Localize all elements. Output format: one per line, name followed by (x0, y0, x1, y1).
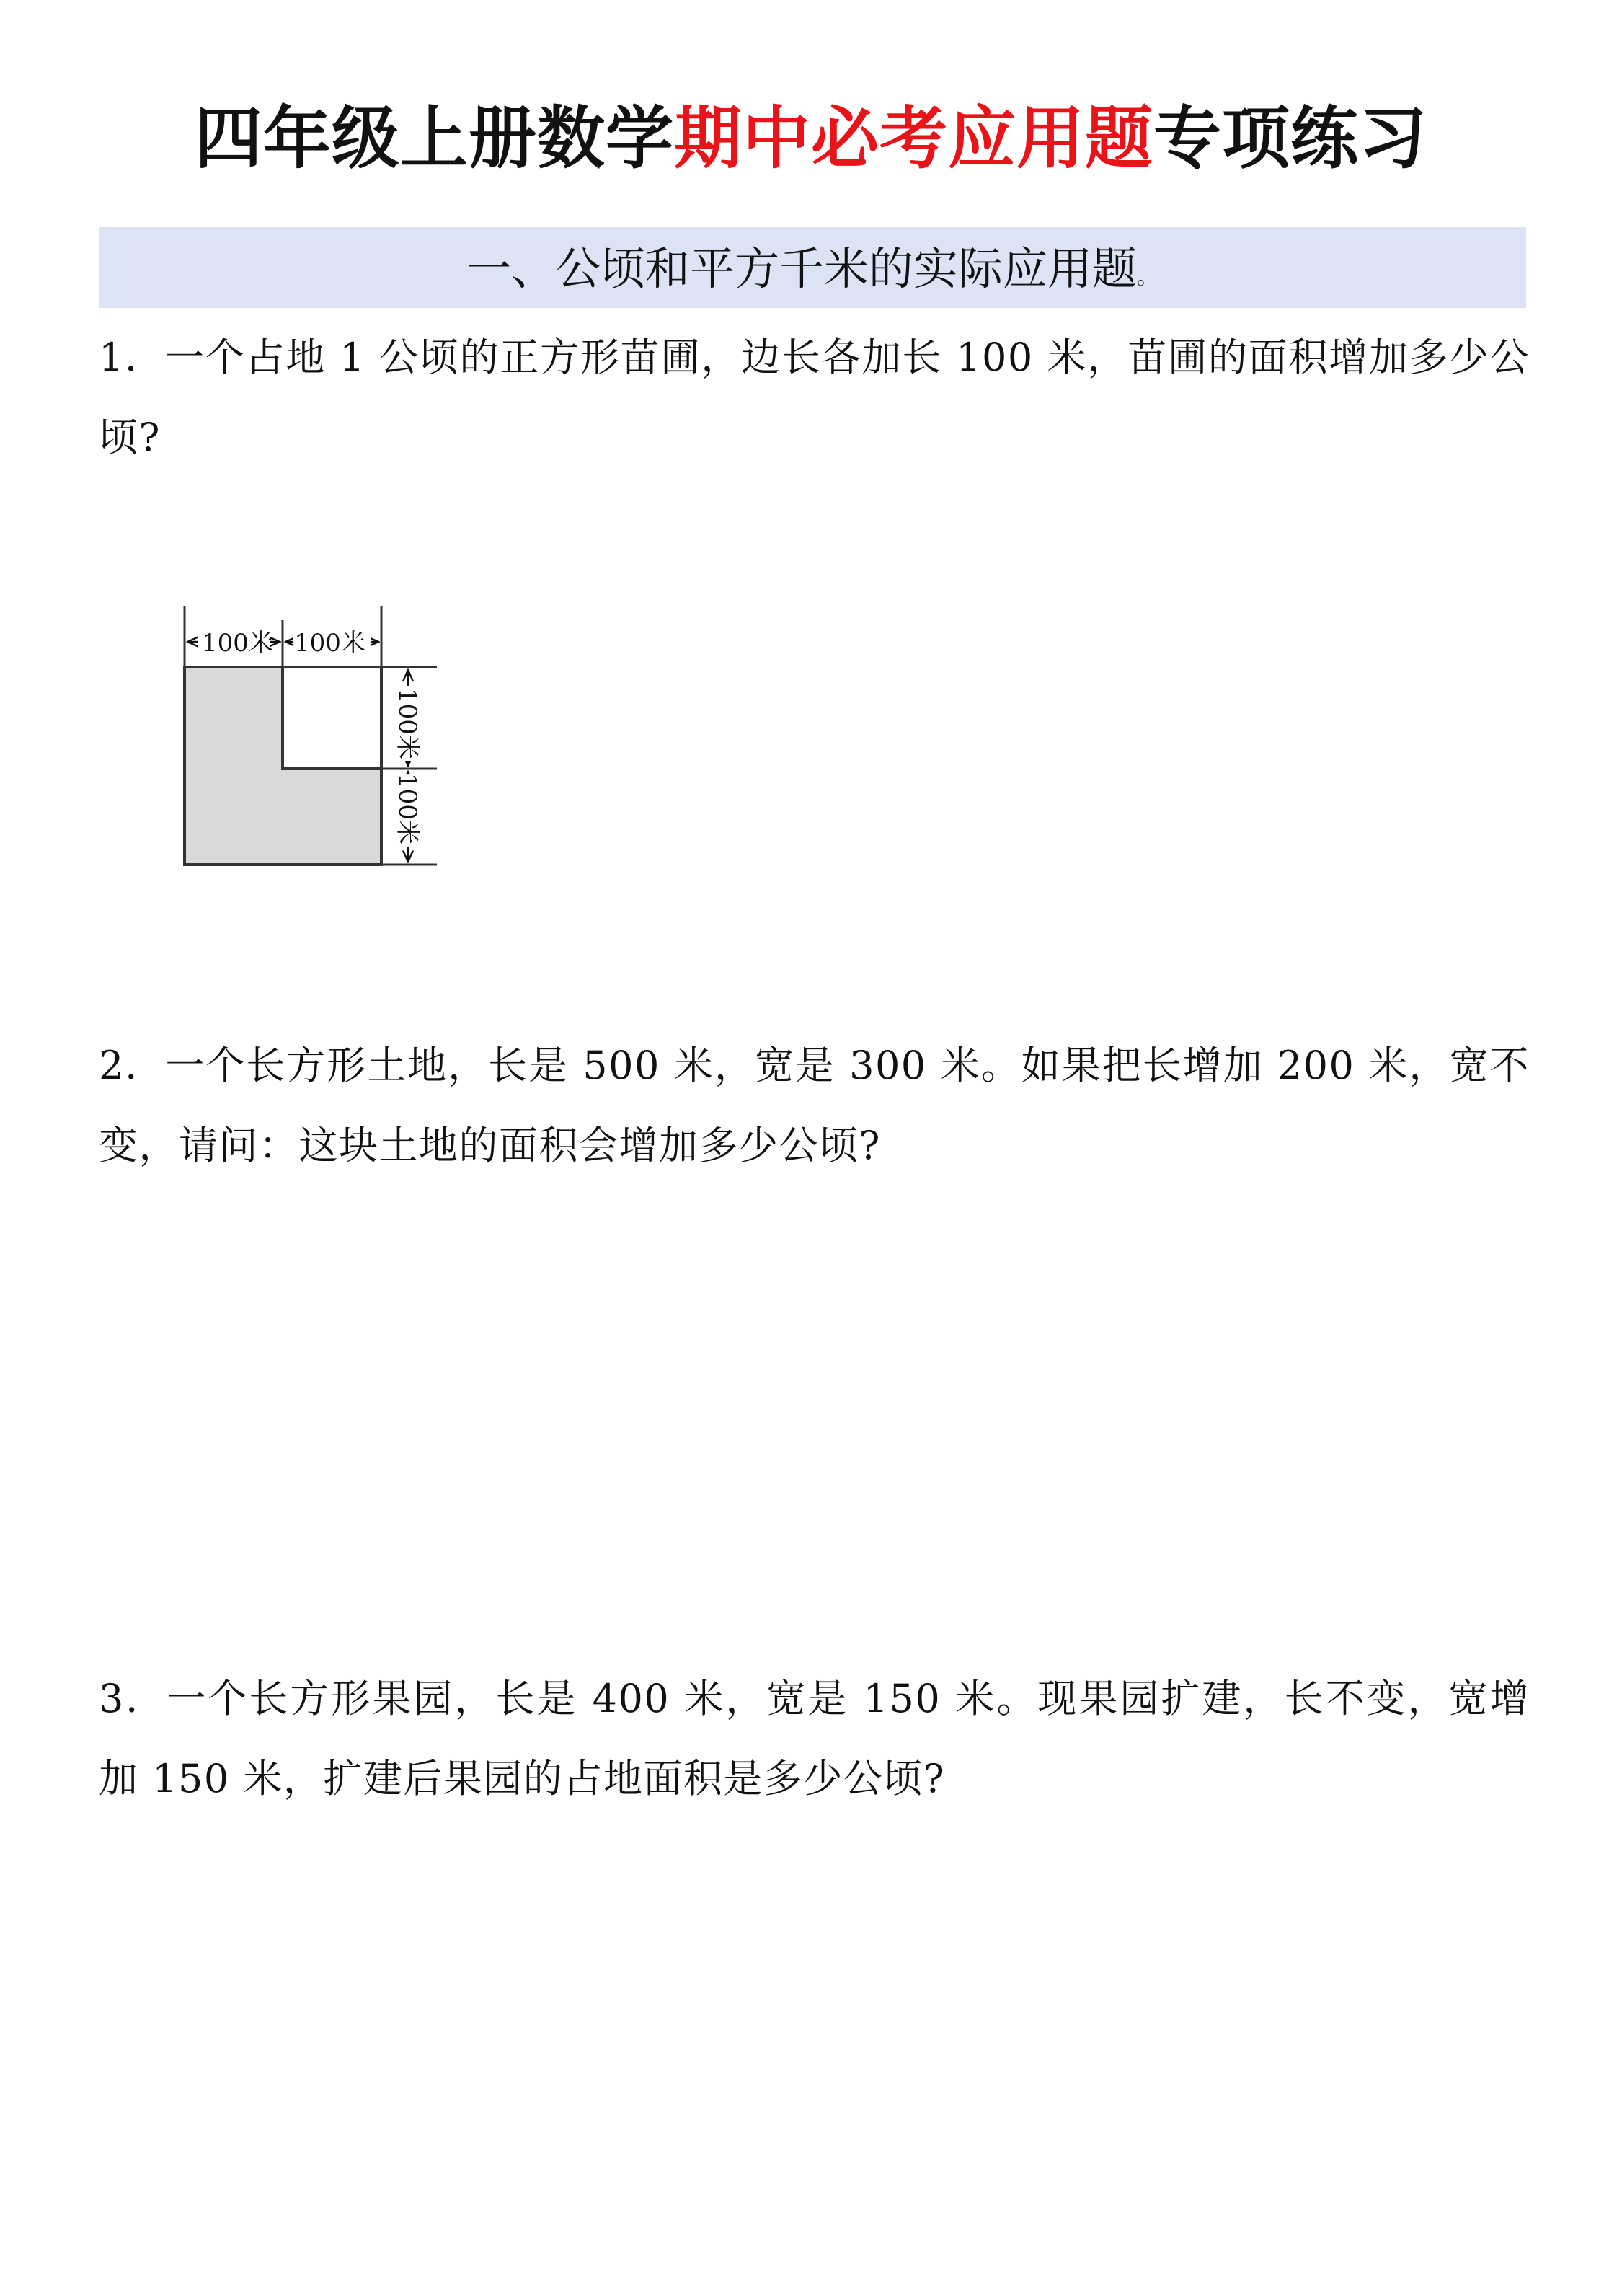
original-square (283, 667, 381, 769)
top-left-label: 100米 (202, 629, 273, 658)
section-heading-tail: 。 (1137, 265, 1158, 290)
title-prefix: 四年级上册数学 (194, 100, 674, 178)
top-right-label: 100米 (294, 629, 365, 658)
page-title (0, 92, 1622, 186)
section-heading-bar (99, 227, 1526, 308)
question-3: 3．一个长方形果园，长是 400 米，宽是 150 米。现果园扩建，长不变，宽增加 150 米，扩建后果园的占地面积是多少公顷? (99, 1676, 1530, 1801)
area-diagram (176, 606, 443, 873)
question-2: 2．一个长方形土地，长是 500 米，宽是 300 米。如果把长增加 200 米，宽不变，请问：这块土地的面积会增加多少公顷? (99, 1043, 1530, 1168)
title-highlight: 期中必考应用题 (673, 100, 1153, 178)
right-lower-label: 100米 (393, 773, 422, 844)
right-upper-label: 100米 (393, 688, 422, 759)
title-suffix: 专项练习 (1153, 100, 1428, 178)
question-1: 1．一个占地 1 公顷的正方形苗圃，边长各加长 100 米，苗圃的面积增加多少公顷? (99, 335, 1530, 460)
section-heading: 一、公顷和平方千米的实际应用题 (466, 242, 1137, 295)
